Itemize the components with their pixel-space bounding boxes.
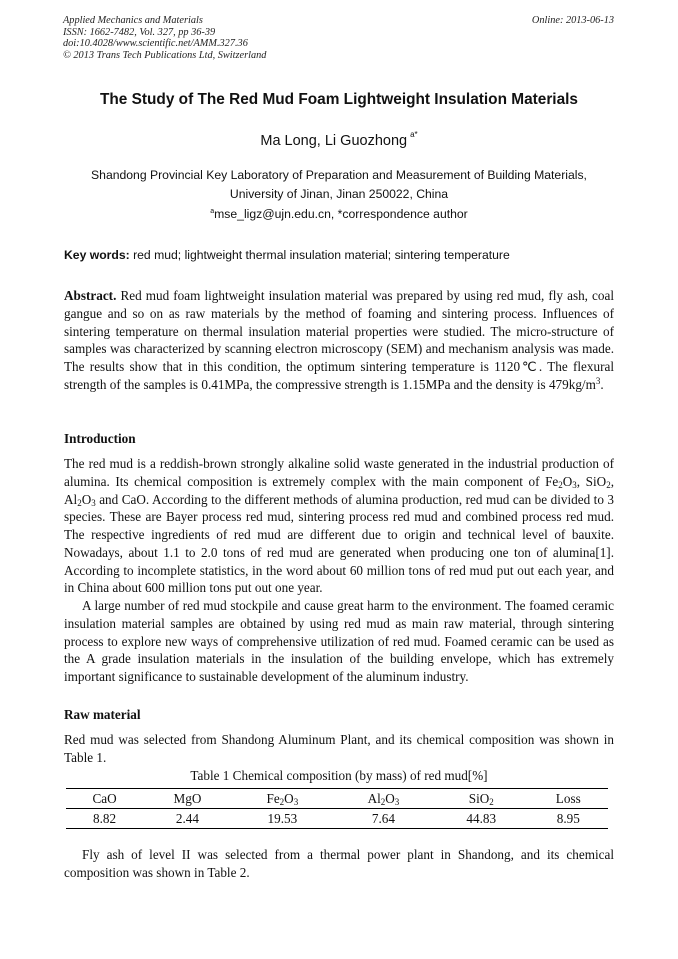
authors [0,130,678,149]
header-text: CaO [92,790,117,806]
table-header-cell [434,789,529,809]
table-row [66,809,608,829]
table-1 [66,788,608,829]
header-sub: 3 [394,796,400,807]
keywords-text: red mud; lightweight thermal insulation material; sintering temperature [133,248,510,262]
table-header-cell [529,789,608,809]
raw-material-paragraph-1: Red mud was selected from Shandong Aluminum Plant, and its chemical composition was shown in Table 1. [64,732,614,765]
abstract-text: Red mud foam lightweight insulation material was prepared by using red mud, fly ash, coal gangue and so on as raw materials by the method of foaming and sintering process. Influences of sintering temperature on thermal insulation material properties were studied. The micro-structure of samples was characterized by scanning electron microscopy (SEM) and mechanism analysis was made. The results show that in this condition, the optimum sintering temperature is 1120℃. The flexural strength of the samples is 0.41MPa, the compressive strength is 1.15MPa and the density is 479kg/m [64,288,614,392]
header-sub: 2 [279,796,285,807]
header-text: Fe [266,790,280,806]
table-cell: 44.83 [434,809,529,829]
keywords [64,248,510,262]
abstract-label: Abstract. [64,288,117,303]
header-text: MgO [173,790,202,806]
copyright-line: © 2013 Trans Tech Publications Ltd, Switzerland [63,49,267,61]
table-cell: 8.82 [66,809,143,829]
table-cell: 2.44 [143,809,232,829]
header-text: SiO [468,790,490,806]
email-line [0,207,678,221]
email-text: mse_ligz@ujn.edu.cn, *correspondence author [214,207,468,221]
introduction-paragraph-1 [64,455,614,597]
affiliation-line-1: Shandong Provincial Key Laboratory of Preparation and Measurement of Building Materials, [91,168,587,182]
affiliation [0,166,678,203]
abstract-end: . [600,376,604,392]
table-cell: 8.95 [529,809,608,829]
journal-name: Applied Mechanics and Materials [63,15,203,26]
table-header-cell [143,789,232,809]
header-sub: 2 [380,796,386,807]
introduction-paragraph-2: A large number of red mud stockpile and cause great harm to the environment. The foamed ceramic insulation material samples are obtained by using red mud as main raw material, through sintering process to explore new ways of comprehensive utilization of red mud. Foamed ceramic can be used as the A grade insulation materials in the insulation of the building envelope, which has extremely important significance to sustainable development of the aluminum industry. [64,598,614,684]
header-sub: 3 [293,796,299,807]
raw-material-heading: Raw material [64,707,141,722]
journal-header [63,15,614,61]
intro-sub-3: 2 [606,479,611,490]
author-marks: a* [410,130,418,139]
table-header-cell [66,789,143,809]
issn-line: ISSN: 1662-7482, Vol. 327, pp 36-39 [63,26,216,38]
header-sub: 2 [489,796,494,807]
intro-text-b: O [562,473,573,489]
intro-text-e: O [81,491,92,507]
online-date: Online: 2013-06-13 [531,15,614,26]
intro-sub-1: 2 [558,479,563,490]
keywords-label: Key words: [64,248,130,262]
doi-line: doi:10.4028/www.scientific.net/AMM.327.36 [63,38,248,50]
abstract-sup: 3 [595,375,601,386]
intro-text-d: , Al [64,473,614,507]
header-text: O [385,790,395,806]
header-text: O [284,790,294,806]
author-names: Ma Long, Li Guozhong [260,133,408,149]
table-cell: 7.64 [333,809,434,829]
intro-text-f: and CaO. According to the different methods of alumina production, red mud can be divided to 3 species. These are Bayer process red mud, sintering process red mud and combined process red mud. The respective ingredients of red mud are different due to origin and technical level of bauxite. Nowadays, about 1.1 to 2.0 tons of red mud are generated when producing one ton of alumina[1]. According to incomplete statistics, in the word about 60 million tons of red mud put out each year, and in China about 600 million tons put out one year. [64,491,614,596]
intro-text-a: The red mud is a reddish-brown strongly alkaline solid waste generated in the industrial production of alumina. Its chemical composition is extremely complex with the main component of Fe [64,456,614,489]
table-header-cell [333,789,434,809]
header-text: Al [367,790,381,806]
raw-material-paragraph-2: Fly ash of level II was selected from a thermal power plant in Shandong, and its chemical composition was shown in Table 2. [64,847,614,880]
intro-sub-5: 3 [91,497,96,508]
intro-sub-4: 2 [77,497,82,508]
table-cell: 19.53 [232,809,333,829]
header-text: Loss [555,790,581,806]
introduction-heading: Introduction [64,431,136,446]
abstract [64,287,614,394]
paper-title: The Study of The Red Mud Foam Lightweight Insulation Materials [100,91,578,108]
affiliation-line-2: University of Jinan, Jinan 250022, China [229,186,449,201]
table-header-cell [232,789,333,809]
intro-text-c: , SiO [576,473,607,489]
table-1-caption: Table 1 Chemical composition (by mass) of red mud[%] [190,768,488,783]
intro-sub-2: 3 [572,479,577,490]
email-mark: a [210,208,215,215]
table-header-row [66,789,608,809]
